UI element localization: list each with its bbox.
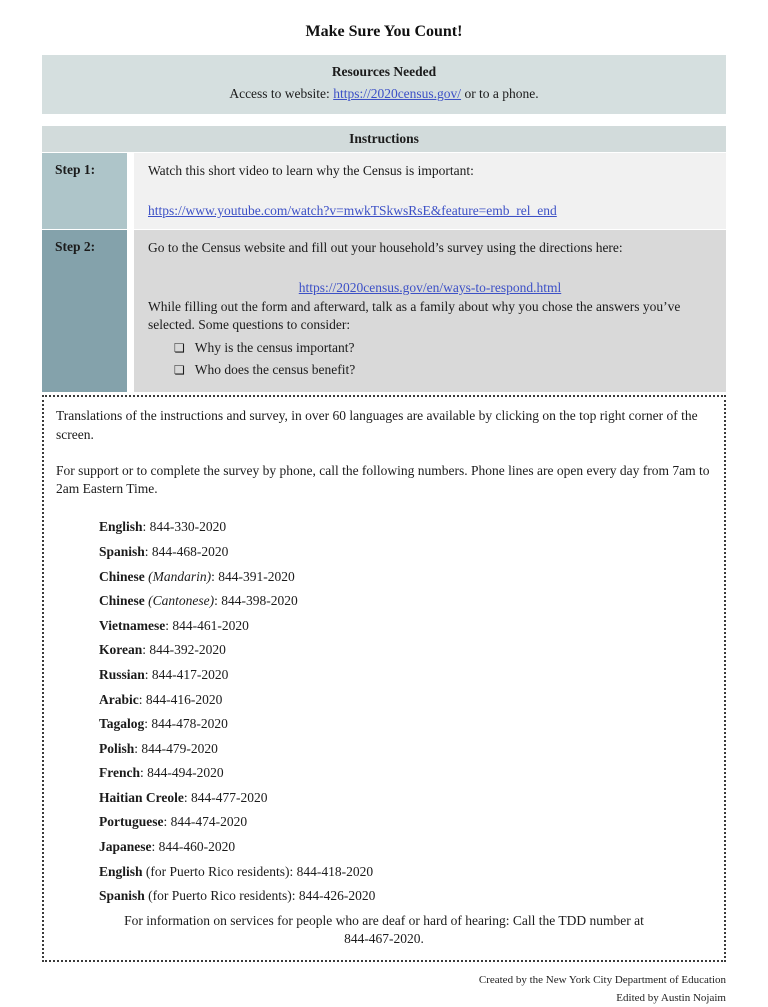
step-1-row — [42, 153, 726, 229]
phone-row — [99, 638, 712, 663]
phone-row — [99, 712, 712, 737]
discussion-questions-list — [174, 337, 712, 381]
phone-number: : 844-461-2020 — [165, 617, 249, 633]
phone-language: Russian — [99, 666, 145, 682]
step-2-text: Go to the Census website and fill out your household’s survey using the directions here: — [148, 239, 623, 255]
instructions-header: Instructions — [42, 126, 726, 152]
phone-number: : 844-417-2020 — [144, 666, 229, 682]
phone-language: Haitian Creole — [99, 789, 184, 805]
instructions-section — [42, 126, 726, 392]
list-item — [174, 359, 712, 381]
phone-row — [99, 860, 712, 885]
phone-language: Chinese — [99, 593, 145, 609]
step-2-row — [42, 230, 726, 392]
step-1-text: Watch this short video to learn why the Census is important: — [148, 163, 474, 178]
phone-number: : 844-330-2020 — [142, 519, 227, 535]
phone-qualifier: (for Puerto Rico residents) — [142, 863, 290, 879]
phone-number: : 844-416-2020 — [138, 691, 223, 707]
phone-number-list — [99, 515, 712, 909]
youtube-video-link[interactable]: https://www.youtube.com/watch?v=mwkTSkwsRsE&feature=emb_rel_end — [148, 202, 557, 218]
checkbox-bullet-icon: ❏ — [174, 363, 185, 378]
phone-row — [99, 761, 712, 786]
phone-row — [99, 737, 712, 762]
tdd-note-line: For information on services for people who are deaf or hard of hearing: Call the TDD number at — [124, 912, 644, 928]
tdd-note — [56, 912, 712, 948]
phone-number: : 844-477-2020 — [183, 789, 268, 805]
phone-qualifier: (for Puerto Rico residents) — [144, 888, 292, 904]
phone-number: : 844-468-2020 — [144, 543, 229, 559]
phone-qualifier: (Cantonese) — [144, 593, 215, 609]
phone-language: Korean — [99, 642, 143, 658]
step-2-content — [134, 230, 726, 392]
resources-access-suffix: or to a phone. — [461, 86, 539, 101]
phone-number: : 844-460-2020 — [151, 839, 236, 855]
phone-row — [99, 663, 712, 688]
credit-line-2: Edited by Austin Nojaim — [616, 991, 726, 1004]
census-website-link[interactable]: https://2020census.gov/ — [333, 86, 462, 101]
phone-number: : 844-479-2020 — [134, 740, 218, 756]
phone-row — [99, 688, 712, 713]
resources-needed-box — [42, 55, 726, 114]
phone-language: Japanese — [99, 839, 152, 855]
ways-to-respond-link-wrap — [148, 279, 712, 298]
phone-language: Chinese — [99, 568, 145, 584]
resources-line — [52, 86, 716, 102]
resources-access-prefix: Access to website: — [229, 86, 334, 101]
phone-language: English — [99, 519, 143, 535]
question-text: Why is the census important? — [194, 340, 355, 356]
tdd-note-line: 844-467-2020. — [344, 931, 424, 947]
phone-support-paragraph: For support or to complete the survey by phone, call the following numbers. Phone lines are open every day from 7am to 2am Eastern Time. — [56, 462, 710, 497]
phone-number: : 844-426-2020 — [291, 888, 376, 904]
phone-row — [99, 835, 712, 860]
step-1-label: Step 1: — [42, 153, 127, 229]
phone-row — [99, 565, 712, 590]
phone-language: Spanish — [99, 888, 145, 904]
phone-row — [99, 884, 712, 909]
step-2-followup: While filling out the form and afterward, talk as a family about why you chose the answers you’ve selected. Some questions to consider: — [148, 298, 681, 333]
phone-row — [99, 786, 712, 811]
phone-row — [99, 614, 712, 639]
phone-language: Polish — [99, 740, 135, 756]
ways-to-respond-link[interactable]: https://2020census.gov/en/ways-to-respond.html — [298, 279, 562, 295]
phone-row — [99, 540, 712, 565]
phone-number: : 844-474-2020 — [163, 814, 248, 830]
phone-number: : 844-391-2020 — [211, 568, 295, 584]
phone-number: : 844-418-2020 — [289, 863, 374, 879]
phone-row — [99, 589, 712, 614]
step-2-label: Step 2: — [42, 230, 127, 392]
phone-number: : 844-392-2020 — [142, 642, 226, 658]
phone-info-box — [42, 395, 726, 963]
phone-language: French — [99, 765, 140, 781]
resources-header: Resources Needed — [331, 64, 437, 79]
checkbox-bullet-icon: ❏ — [174, 341, 185, 356]
phone-number: : 844-398-2020 — [214, 593, 298, 609]
phone-row — [99, 810, 712, 835]
phone-language: Tagalog — [99, 716, 145, 732]
question-text: Who does the census benefit? — [194, 362, 356, 378]
phone-language: English — [99, 863, 143, 879]
phone-language: Arabic — [99, 691, 139, 707]
phone-language: Portuguese — [99, 814, 164, 830]
translations-paragraph: Translations of the instructions and survey, in over 60 languages are available by clicking on the top right corner of the screen. — [56, 407, 698, 442]
page-title: Make Sure You Count! — [305, 23, 463, 40]
list-item — [174, 337, 712, 359]
phone-row — [99, 515, 712, 540]
credit-line-1: Created by the New York City Department of Education — [478, 974, 726, 987]
phone-language: Spanish — [99, 543, 145, 559]
credits — [42, 972, 726, 1007]
phone-qualifier: (Mandarin) — [144, 568, 212, 584]
step-1-content — [134, 153, 726, 229]
phone-language: Vietnamese — [99, 617, 166, 633]
phone-number: : 844-494-2020 — [140, 765, 224, 781]
phone-number: : 844-478-2020 — [144, 716, 228, 732]
